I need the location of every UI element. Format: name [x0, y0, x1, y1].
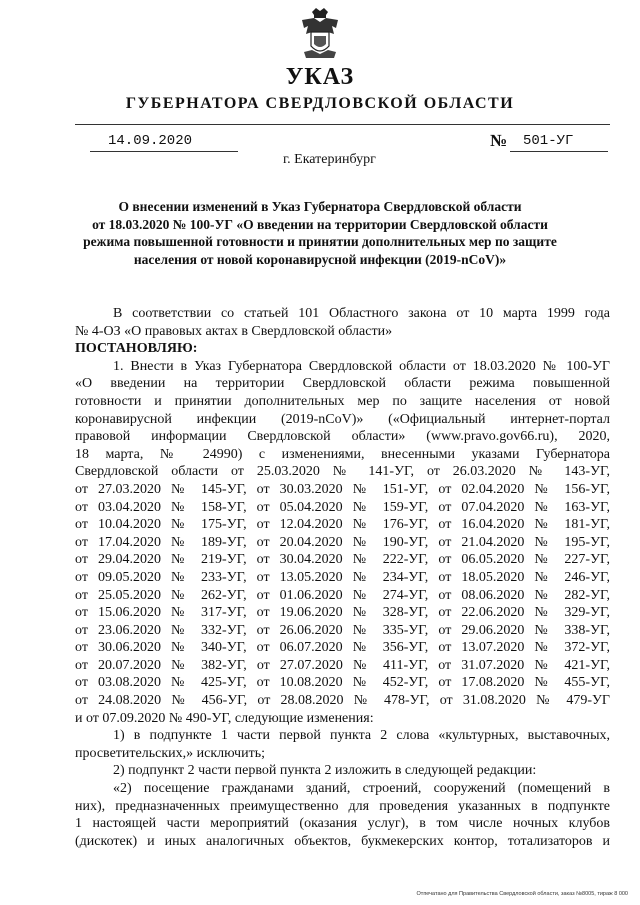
body-line: 1 настоящей части мероприятий (оказания услуг), в том числе ночных клубов	[75, 816, 610, 832]
document-heading	[80, 198, 560, 268]
body-line: от 03.04.2020 № 158-УГ, от 05.04.2020 № 159-УГ, от 07.04.2020 № 163-УГ,	[75, 499, 610, 515]
body-line: 18 марта, № 24990) с изменениями, внесенными указами Губернатора	[75, 446, 610, 462]
body-line: от 29.04.2020 № 219-УГ, от 30.04.2020 № 222-УГ, от 06.05.2020 № 227-УГ,	[75, 552, 610, 568]
body-line: от 03.08.2020 № 425-УГ, от 10.08.2020 № 452-УГ, от 17.08.2020 № 455-УГ,	[75, 675, 610, 691]
body-line: от 15.06.2020 № 317-УГ, от 19.06.2020 № 328-УГ, от 22.06.2020 № 329-УГ,	[75, 605, 610, 621]
body-line: Свердловской области от 25.03.2020 № 141-УГ, от 26.03.2020 № 143-УГ,	[75, 464, 610, 480]
body-line: 1) в подпункте 1 части первой пункта 2 слова «культурных, выставочных,	[113, 728, 610, 744]
body-line: «О введении на территории Свердловской области режима повышенной	[75, 376, 610, 392]
body-line: № 4-ОЗ «О правовых актах в Свердловской области»	[75, 323, 393, 339]
coat-of-arms-icon	[298, 6, 342, 62]
body-line: просветительских,» исключить;	[75, 745, 265, 761]
body-line: 2) подпункт 2 части первой пункта 2 изложить в следующей редакции:	[113, 763, 537, 779]
body-line: от 09.05.2020 № 233-УГ, от 13.05.2020 № 234-УГ, от 18.05.2020 № 246-УГ,	[75, 569, 610, 585]
body-line: от 25.05.2020 № 262-УГ, от 01.06.2020 № 274-УГ, от 08.06.2020 № 282-УГ,	[75, 587, 610, 603]
heading-line: населения от новой коронавирусной инфекции (2019-nCoV)»	[133, 251, 507, 267]
issuer-title: ГУБЕРНАТОРА СВЕРДЛОВСКОЙ ОБЛАСТИ	[125, 95, 515, 112]
document-number: 501-УГ	[523, 133, 574, 149]
body-line: от 27.03.2020 № 145-УГ, от 30.03.2020 № 151-УГ, от 02.04.2020 № 156-УГ,	[75, 481, 610, 497]
body-line: готовности и принятии дополнительных мер по защите населения от новой	[75, 393, 610, 409]
number-underline	[510, 151, 608, 152]
body-line: от 17.04.2020 № 189-УГ, от 20.04.2020 № 190-УГ, от 21.04.2020 № 195-УГ,	[75, 534, 610, 550]
print-footer: Отпечатано для Правительства Свердловской области, заказ №8005, тираж 8 000	[416, 891, 628, 897]
resolution-keyword: ПОСТАНОВЛЯЮ:	[75, 341, 198, 357]
body-line: от 23.06.2020 № 332-УГ, от 26.06.2020 № 335-УГ, от 29.06.2020 № 338-УГ,	[75, 622, 610, 638]
number-sign: №	[490, 131, 508, 150]
body-line: 1. Внести в Указ Губернатора Свердловской области от 18.03.2020 № 100-УГ	[113, 358, 610, 374]
document-type-title: УКАЗ	[285, 64, 355, 90]
city-name: г. Екатеринбург	[283, 152, 376, 167]
body-line: (дискотек) и иных аналогичных объектов, букмекерских контор, тотализаторов и	[75, 833, 610, 849]
body-line: от 30.06.2020 № 340-УГ, от 06.07.2020 № 356-УГ, от 13.07.2020 № 372-УГ,	[75, 640, 610, 656]
body-line: и от 07.09.2020 № 490-УГ, следующие изменения:	[75, 710, 374, 726]
body-line: от 10.04.2020 № 175-УГ, от 12.04.2020 № 176-УГ, от 16.04.2020 № 181-УГ,	[75, 517, 610, 533]
heading-line: режима повышенной готовности и принятии дополнительных мер по защите	[83, 234, 557, 249]
body-line: коронавирусной инфекции (2019-nCoV)» («Официальный интернет-портал	[75, 411, 610, 427]
body-line: В соответствии со статьей 101 Областного закона от 10 марта 1999 года	[113, 306, 610, 321]
document-date: 14.09.2020	[108, 133, 193, 149]
body-line: от 20.07.2020 № 382-УГ, от 27.07.2020 № 411-УГ, от 31.07.2020 № 421-УГ,	[75, 657, 610, 673]
body-line: «2) посещение гражданами зданий, строений, сооружений (помещений в	[113, 781, 610, 797]
date-underline	[90, 151, 238, 152]
document-body	[75, 305, 610, 850]
header-divider	[75, 124, 610, 125]
body-line: правовой информации Свердловской области» (www.pravo.gov66.ru), 2020,	[75, 429, 610, 445]
body-line: них), предназначенных преимущественно для проведения указанных в подпункте	[75, 798, 610, 814]
heading-line: О внесении изменений в Указ Губернатора Свердловской области	[118, 199, 522, 214]
body-line: от 24.08.2020 № 456-УГ, от 28.08.2020 № 478-УГ, от 31.08.2020 № 479-УГ	[75, 693, 610, 709]
heading-line: от 18.03.2020 № 100-УГ «О введении на территории Свердловской области	[92, 216, 548, 232]
